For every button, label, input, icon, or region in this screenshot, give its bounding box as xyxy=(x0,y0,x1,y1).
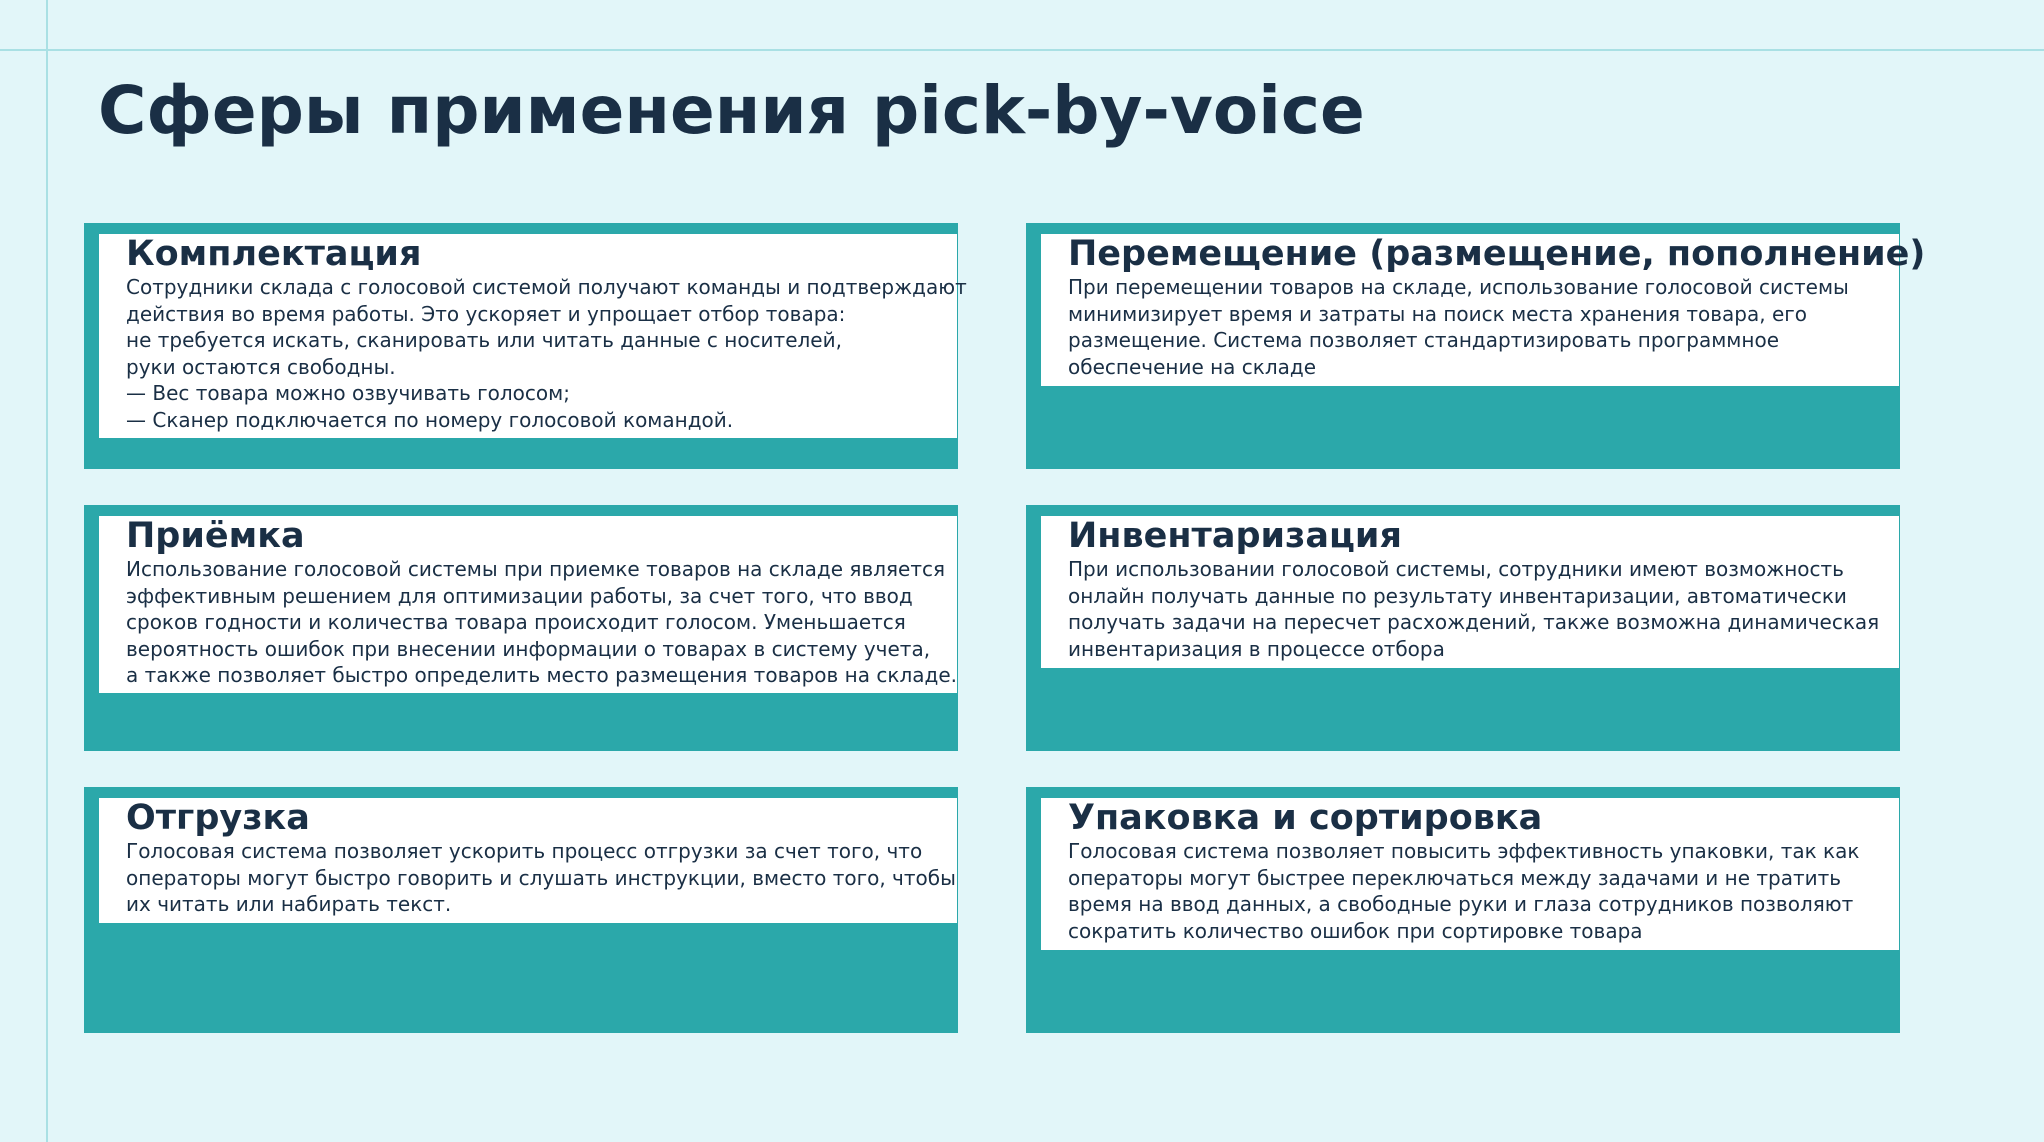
card-title: Инвентаризация xyxy=(1068,516,1402,556)
card-title: Упаковка и сортировка xyxy=(1068,798,1543,838)
card-title: Отгрузка xyxy=(126,798,310,838)
card-panel xyxy=(1041,516,1899,668)
card-otgruzka xyxy=(84,787,958,1033)
card-komplektaciya xyxy=(84,223,967,469)
card-panel xyxy=(1041,234,1926,386)
card-text: При перемещении товаров на складе, использование голосовой системы минимизирует время и затраты на поиск места хранения товара, его размещение. Система позволяет стандартизировать программное обеспечение на складе xyxy=(1068,275,1849,379)
card-panel xyxy=(99,234,967,438)
card-title: Перемещение (размещение, пополнение) xyxy=(1068,234,1926,274)
card-priemka xyxy=(84,505,958,751)
card-upakovka-sortirovka xyxy=(1026,787,1900,1033)
card-inventarizaciya xyxy=(1026,505,1900,751)
slide-title: Сферы применения pick-by-voice xyxy=(98,72,1365,149)
card-peremeshchenie xyxy=(1026,223,1926,469)
card-text: Использование голосовой системы при приемке товаров на складе является эффективным решением для оптимизации работы, за счет того, что ввод сроков годности и количества товара происходит голосом. Уменьшается вероятность ошибок при внесении информации о товарах в систему учета, а также позволяет быстро определить место размещения товаров на складе. xyxy=(126,557,957,687)
card-title: Приёмка xyxy=(126,516,305,556)
card-text: При использовании голосовой системы, сотрудники имеют возможность онлайн получать данные по результату инвентаризации, автоматически получать задачи на пересчет расхождений, также возможна динамическая инвентаризация в процессе отбора xyxy=(1068,557,1880,661)
card-text: Голосовая система позволяет повысить эффективность упаковки, так как операторы могут быстрее переключаться между задачами и не тратить время на ввод данных, а свободные руки и глаза сотрудников позволяют сократить количество ошибок при сортировке товара xyxy=(1068,839,1860,943)
guide-line-vertical xyxy=(46,0,48,1142)
card-title: Комплектация xyxy=(126,234,422,274)
card-panel xyxy=(1041,798,1899,950)
card-text: Голосовая система позволяет ускорить процесс отгрузки за счет того, что операторы могут быстро говорить и слушать инструкции, вместо того, чтобы их читать или набирать текст. xyxy=(126,839,956,916)
guide-line-horizontal xyxy=(0,49,2044,51)
card-panel xyxy=(99,798,957,923)
card-panel xyxy=(99,516,957,693)
card-text: Сотрудники склада с голосовой системой получают команды и подтверждают действия во время работы. Это ускоряет и упрощает отбор товара: не требуется искать, сканировать или читать данные с носителей, руки остаются свободны. — Вес товара можно озвучивать голосом; — Сканер подключается по номеру голосовой командой. xyxy=(126,275,967,432)
